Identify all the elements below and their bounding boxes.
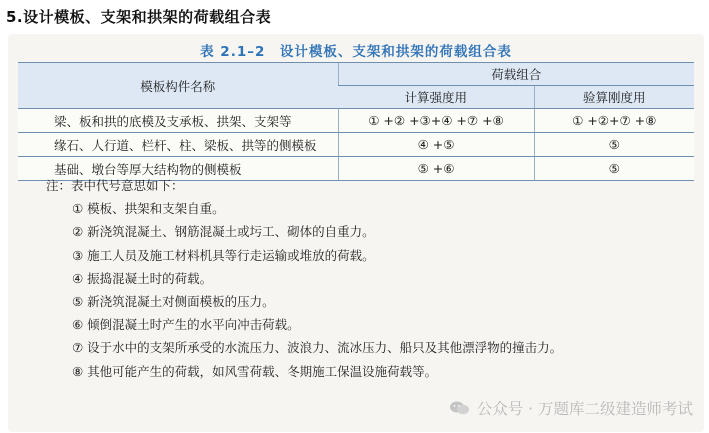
load-combination-table — [18, 62, 694, 181]
table-title: 表 2.1–2 设计模板、支架和拱架的荷载组合表 — [200, 44, 512, 60]
row-stiffness: ① +②+⑦ +⑧ — [534, 109, 694, 133]
row-strength: ① +② +③+④ +⑦ +⑧ — [338, 109, 534, 133]
table-header-row — [18, 63, 694, 86]
row-strength: ⑤ +⑥ — [338, 157, 534, 181]
section-heading: 5.设计模板、支架和拱架的荷载组合表 — [6, 8, 272, 26]
row-component: 梁、板和拱的底模及支承板、拱架、支架等 — [18, 109, 338, 133]
watermark-text: 公众号 · 万题库二级建造师考试 — [476, 400, 693, 418]
row-component: 缘石、人行道、栏杆、柱、梁板、拱等的侧模板 — [18, 133, 338, 157]
header-component: 模板构件名称 — [18, 63, 338, 109]
header-stiffness: 验算刚度用 — [534, 86, 694, 109]
notes-title: 注：表中代号意思如下： — [46, 178, 184, 193]
table-row — [18, 109, 694, 133]
row-stiffness: ⑤ — [534, 157, 694, 181]
row-stiffness: ⑤ — [534, 133, 694, 157]
note-item: ⑤ 新浇筑混凝土对侧面模板的压力。 — [72, 294, 275, 310]
note-item: ① 模板、拱架和支架自重。 — [72, 201, 225, 217]
note-item: ② 新浇筑混凝土、钢筋混凝土或圬工、砌体的自重力。 — [72, 224, 375, 240]
note-item: ④ 振捣混凝土时的荷载。 — [72, 270, 213, 286]
note-item: ⑧ 其他可能产生的荷载，如风雪荷载、冬期施工保温设施荷载等。 — [72, 363, 438, 379]
note-item: ③ 施工人员及施工材料机具等行走运输或堆放的荷载。 — [72, 247, 375, 263]
watermark — [449, 397, 693, 419]
table-notes — [46, 174, 562, 383]
note-item: ⑥ 倾倒混凝土时产生的水平向冲击荷载。 — [72, 317, 300, 333]
header-strength: 计算强度用 — [338, 86, 534, 109]
table-row — [18, 133, 694, 157]
row-strength: ④ +⑤ — [338, 133, 534, 157]
wechat-icon — [449, 400, 471, 416]
note-item: ⑦ 设于水中的支架所承受的水流压力、波浪力、流冰压力、船只及其他漂浮物的撞击力。 — [72, 340, 563, 356]
row-component: 基础、墩台等厚大结构物的侧模板 — [18, 157, 338, 181]
header-combination: 荷载组合 — [338, 63, 694, 86]
